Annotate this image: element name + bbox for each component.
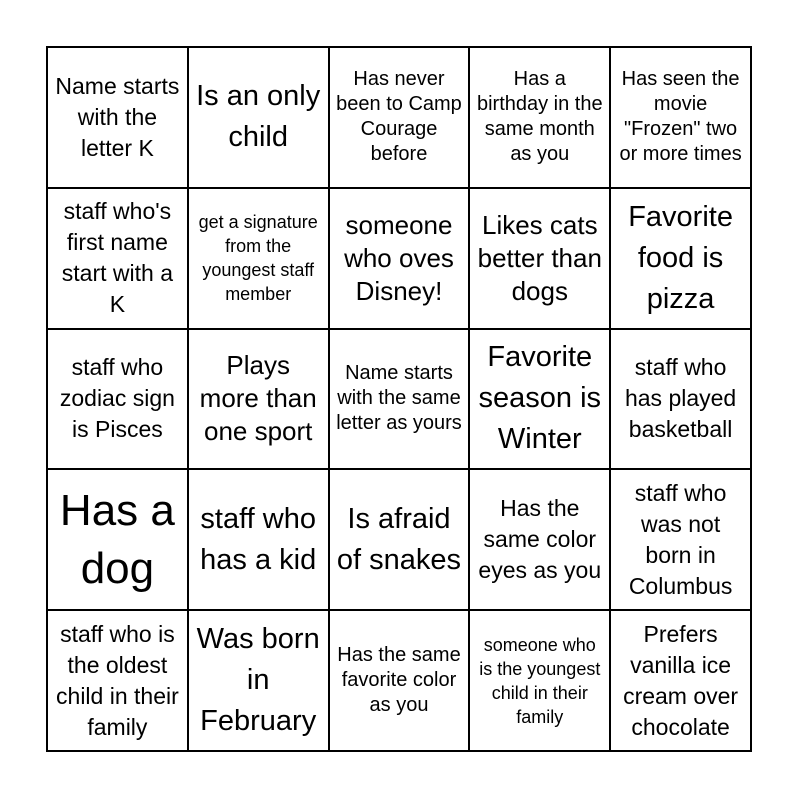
bingo-cell-r5-c5[interactable] — [611, 611, 752, 752]
bingo-cell-r1-c5[interactable] — [611, 48, 752, 189]
bingo-cell-text: Has the same favorite color as you — [337, 644, 461, 717]
bingo-cell-text: Has a dog — [59, 485, 175, 593]
bingo-cell-r1-c2[interactable] — [189, 48, 330, 189]
bingo-cell-text: get a signature from the youngest staff member — [198, 212, 318, 305]
bingo-cell-text: Favorite season is Winter — [478, 341, 602, 456]
bingo-cell-text: Likes cats better than dogs — [477, 209, 602, 306]
bingo-cell-r4-c1[interactable] — [48, 470, 189, 611]
bingo-cell-text: staff who's first name start with a K — [61, 198, 173, 318]
bingo-cell-text: someone who oves Disney! — [344, 209, 454, 306]
bingo-cell-text: Has a birthday in the same month as you — [476, 68, 603, 166]
bingo-board — [46, 46, 752, 752]
bingo-cell-text: Is an only child — [196, 80, 321, 154]
bingo-cell-text: Plays more than one sport — [199, 350, 317, 447]
bingo-cell-r1-c1[interactable] — [48, 48, 189, 189]
bingo-cell-text: Name starts with the same letter as yours — [336, 362, 462, 435]
bingo-cell-r3-c2[interactable] — [189, 330, 330, 471]
bingo-cell-text: Has the same color eyes as you — [478, 495, 602, 584]
bingo-cell-r3-c4[interactable] — [470, 330, 611, 471]
bingo-cell-text: staff who has a kid — [200, 502, 317, 576]
bingo-cell-r3-c1[interactable] — [48, 330, 189, 471]
bingo-cell-text: staff who is the oldest child in their family — [56, 620, 179, 740]
bingo-cell-text: someone who is the youngest child in their family — [479, 634, 601, 727]
bingo-cell-r1-c3[interactable] — [330, 48, 471, 189]
bingo-cell-r3-c5[interactable] — [611, 330, 752, 471]
bingo-cell-text: Has seen the movie "Frozen" two or more times — [619, 68, 742, 166]
bingo-cell-text: staff who was not born in Columbus — [628, 479, 733, 599]
bingo-cell-text: staff who zodiac sign is Pisces — [59, 354, 175, 443]
bingo-cell-r4-c5[interactable] — [611, 470, 752, 611]
bingo-cell-text: Is afraid of snakes — [336, 502, 462, 576]
bingo-cell-text: Was born in February — [196, 623, 320, 738]
bingo-cell-r5-c4[interactable] — [470, 611, 611, 752]
bingo-cell-r5-c2[interactable] — [189, 611, 330, 752]
bingo-cell-r4-c2[interactable] — [189, 470, 330, 611]
bingo-cell-text: staff who has played basketball — [624, 354, 737, 443]
bingo-cell-r2-c5[interactable] — [611, 189, 752, 330]
bingo-cell-r4-c4[interactable] — [470, 470, 611, 611]
bingo-cell-r2-c1[interactable] — [48, 189, 189, 330]
bingo-cell-r5-c3[interactable] — [330, 611, 471, 752]
bingo-cell-r2-c3[interactable] — [330, 189, 471, 330]
bingo-cell-text: Prefers vanilla ice cream over chocolate — [623, 620, 739, 740]
bingo-cell-r1-c4[interactable] — [470, 48, 611, 189]
bingo-cell-text: Favorite food is pizza — [628, 200, 733, 315]
bingo-cell-text: Has never been to Camp Courage before — [336, 68, 462, 166]
bingo-cell-r4-c3[interactable] — [330, 470, 471, 611]
bingo-cell-text: Name starts with the letter K — [55, 72, 180, 161]
bingo-cell-r2-c4[interactable] — [470, 189, 611, 330]
bingo-cell-r5-c1[interactable] — [48, 611, 189, 752]
bingo-cell-r2-c2[interactable] — [189, 189, 330, 330]
bingo-cell-r3-c3[interactable] — [330, 330, 471, 471]
